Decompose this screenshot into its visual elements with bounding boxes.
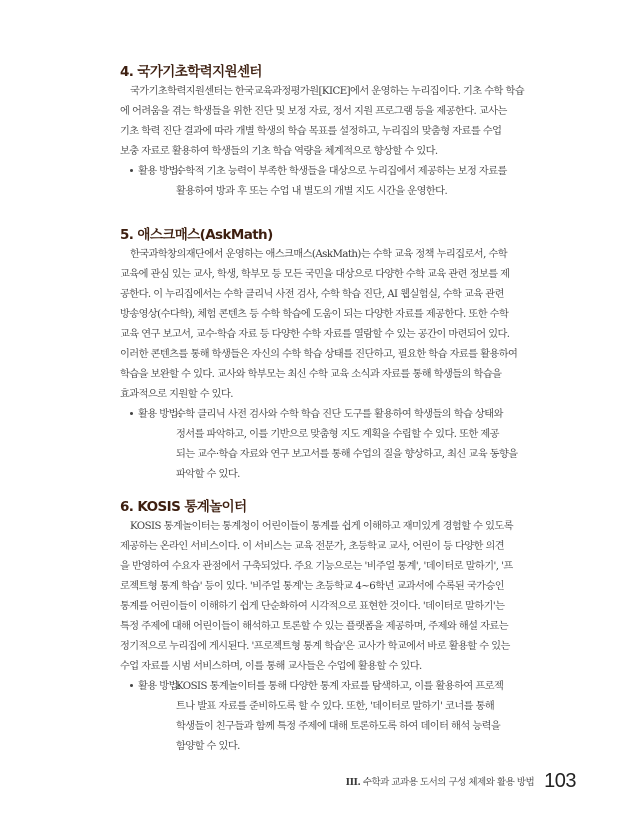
para-line: 학습을 보완할 수 있다. 교사와 학부모는 최신 수학 교육 소식과 자료를 통해 학생들의 학습을 <box>120 369 502 380</box>
bullet-line: 되는 교수·학습 자료와 연구 보고서를 통해 수업의 질을 향상하고, 최신 교육 동향을 <box>176 449 518 460</box>
para-line: 국가기초학력지원센터는 한국교육과정평가원[KICE]에서 운영하는 누리집이다. 기초 수학 학습 <box>130 86 525 97</box>
para-line: 수업 자료를 시범 서비스하며, 이를 통해 교사들은 수업에 활용할 수 있다. <box>120 661 422 672</box>
usage-bullet <box>120 405 564 485</box>
para-line: 효과적으로 지원할 수 있다. <box>120 389 233 400</box>
para-line: 방송영상(수다학), 체험 콘텐츠 등 수학 학습에 도움이 되는 다양한 자료를 제공한다. 또한 수학 <box>120 309 509 320</box>
para-line: 에 어려움을 겪는 학생들을 위한 진단 및 보정 자료, 정서 지원 프로그램 등을 제공한다. 교사는 <box>120 106 507 117</box>
section-paragraph <box>120 82 564 162</box>
para-line: 을 반영하여 수요자 관점에서 구축되었다. 주요 기능으로는 '비주얼 통계', '데이터로 말하기', '프 <box>120 561 513 572</box>
section-paragraph <box>120 245 564 405</box>
para-line: 기초 학력 진단 결과에 따라 개별 학생의 학습 목표를 설정하고, 누리집의 맞춤형 자료를 수업 <box>120 126 502 137</box>
section-heading: 6. KOSIS 통계놀이터 <box>120 499 247 515</box>
para-line: 특정 주제에 대해 어린이들이 해석하고 토론할 수 있는 플랫폼을 제공하며, 주제와 해설 자료는 <box>120 621 509 632</box>
section-kosis <box>120 497 564 757</box>
bullet-line: 수학 클리닉 사전 검사와 수학 학습 진단 도구를 활용하여 학생들의 학습 상태와 <box>176 409 503 420</box>
bullet-dot-icon <box>130 169 133 172</box>
bullet-line: 수학적 기초 능력이 부족한 학생들을 대상으로 누리집에서 제공하는 보정 자료를 <box>176 166 507 177</box>
para-line: 정기적으로 누리집에 게시된다. '프로젝트형 통계 학습'은 교사가 학교에서 바로 활용할 수 있는 <box>120 641 510 652</box>
section-heading: 4. 국가기초학력지원센터 <box>120 64 262 80</box>
section-kice <box>120 62 564 202</box>
bullet-line: 파악할 수 있다. <box>176 469 240 480</box>
bullet-line: 함양할 수 있다. <box>176 741 240 752</box>
para-line: 로젝트형 통계 학습' 등이 있다. '비주얼 통계'는 초등학교 4~6학년 교과서에 수록된 국가승인 <box>120 581 505 592</box>
section-paragraph <box>120 517 564 677</box>
bullet-line: KOSIS 통계놀이터를 통해 다양한 통계 자료를 탐색하고, 이를 활용하여 프로젝 <box>176 681 504 692</box>
para-line: 통계를 어린이들이 이해하기 쉽게 단순화하여 시각적으로 표현한 것이다. '데이터로 말하기'는 <box>120 601 505 612</box>
bullet-line: 활용하여 방과 후 또는 수업 내 별도의 개별 지도 시간을 운영한다. <box>176 186 448 197</box>
para-line: 한국과학창의재단에서 운영하는 애스크매스(AskMath)는 수학 교육 정책 누리집로서, 수학 <box>130 249 508 260</box>
bullet-label: 활용 방법: <box>130 162 181 182</box>
page-number: 103 <box>544 769 576 792</box>
para-line: 보충 자료로 활용하여 학생들의 기초 학습 역량을 체계적으로 향상할 수 있다. <box>120 146 438 157</box>
usage-bullet <box>120 677 564 757</box>
para-line: 교육 연구 보고서, 교수·학습 자료 등 다양한 수학 자료를 열람할 수 있는 공간이 마련되어 있다. <box>120 329 510 340</box>
chapter-title: III. 수학과 교과용 도서의 구성 체제와 활용 방법 <box>345 777 535 788</box>
para-line: 교육에 관심 있는 교사, 학생, 학부모 등 모든 국민을 대상으로 다양한 수학 교육 관련 정보를 제 <box>120 269 510 280</box>
page-footer <box>346 768 576 794</box>
bullet-dot-icon <box>130 684 133 687</box>
chapter-number: III. <box>345 777 361 788</box>
para-line: 제공하는 온라인 서비스이다. 이 서비스는 교육 전문가, 초등학교 교사, 어린이 등 다양한 의견 <box>120 541 505 552</box>
section-askmath <box>120 225 564 485</box>
para-line: 이러한 콘텐츠를 통해 학생들은 자신의 수학 학습 상태를 진단하고, 필요한 학습 자료를 활용하여 <box>120 349 518 360</box>
bullet-label: 활용 방법: <box>130 405 181 425</box>
bullet-line: 트나 발표 자료를 준비하도록 할 수 있다. 또한, '데이터로 말하기' 코너를 통해 <box>176 701 495 712</box>
para-line: 공한다. 이 누리집에서는 수학 클리닉 사전 검사, 수학 학습 진단, AI 웹실험실, 수학 교육 관련 <box>120 289 504 300</box>
bullet-dot-icon <box>130 412 133 415</box>
bullet-line: 정서를 파악하고, 이를 기반으로 맞춤형 지도 계획을 수립할 수 있다. 또한 제공 <box>176 429 499 440</box>
section-heading: 5. 애스크매스(AskMath) <box>120 227 273 243</box>
bullet-label: 활용 방법: <box>130 677 181 697</box>
para-line: KOSIS 통계놀이터는 통계청이 어린이들이 통계를 쉽게 이해하고 재미있게 경험할 수 있도록 <box>130 521 513 532</box>
usage-bullet <box>120 162 564 202</box>
bullet-line: 학생들이 친구들과 함께 특정 주제에 대해 토론하도록 하여 데이터 해석 능력을 <box>176 721 501 732</box>
